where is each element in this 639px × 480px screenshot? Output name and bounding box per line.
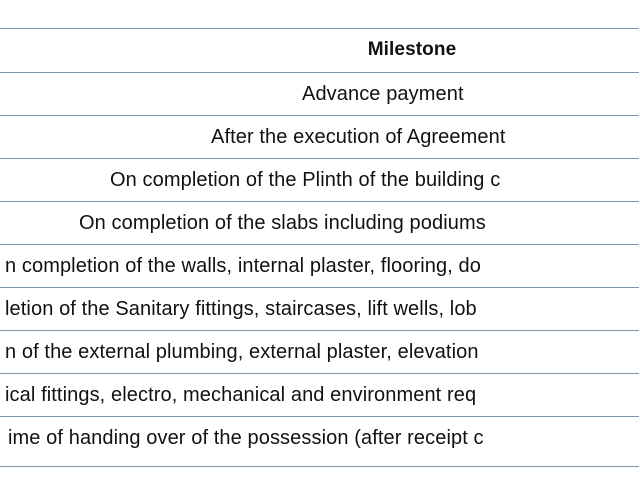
milestone-cell: On completion of the Plinth of the building c: [110, 169, 501, 191]
table-row: [0, 287, 639, 330]
milestone-table: [0, 28, 639, 467]
milestone-cell: n of the external plumbing, external plaster, elevation: [5, 341, 479, 363]
milestone-cell: ime of handing over of the possession (after receipt c: [8, 427, 484, 449]
milestone-cell: n completion of the walls, internal plaster, flooring, do: [5, 255, 481, 277]
table-header-row: [0, 29, 639, 72]
table-row: [0, 72, 639, 115]
milestone-cell: On completion of the slabs including podiums: [79, 212, 486, 234]
table-row: [0, 158, 639, 201]
table-row: [0, 115, 639, 158]
table-row: [0, 416, 639, 459]
milestone-cell: After the execution of Agreement: [211, 126, 506, 148]
milestone-cell: Advance payment: [302, 83, 464, 105]
milestone-cell: ical fittings, electro, mechanical and environment req: [5, 384, 477, 406]
table-row: [0, 330, 639, 373]
table-row: [0, 244, 639, 287]
table-row: [0, 201, 639, 244]
milestone-cell: letion of the Sanitary fittings, staircases, lift wells, lob: [5, 298, 477, 320]
column-header-milestone: Milestone: [367, 39, 457, 60]
table-row: [0, 373, 639, 416]
